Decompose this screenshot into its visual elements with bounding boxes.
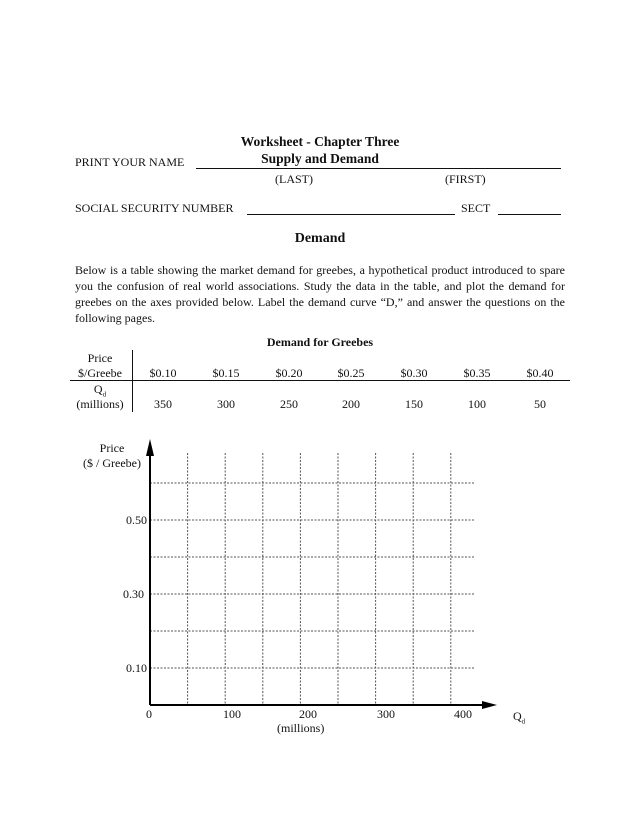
sect-label: SECT [461,201,491,215]
quantity-cell: 100 [468,397,486,411]
price-cell: $0.35 [463,366,491,380]
first-label: (FIRST) [445,172,486,186]
quantity-cell: 200 [342,397,360,411]
price-cell: $0.40 [526,366,554,380]
quantity-unit-label: (millions) [76,397,124,411]
quantity-cell: 150 [405,397,423,411]
quantity-cell: 350 [154,397,172,411]
y-tick-label: 0.10 [126,661,147,675]
x-axis-label: $Q_d$ [513,709,526,726]
y-tick-label: 0.30 [123,587,144,601]
quantity-cell: 250 [280,397,298,411]
table-caption: Demand for Greebes [266,335,374,349]
price-label: Price [87,351,113,365]
instructions-paragraph: Below is a table showing the market demand for greebes, a hypothetical product introduced to spare you the confusion of real world associations. Study the data in the table, and plot the demand for greebes on the axes provided below. Label the demand curve “D,” and answer the questions on the following pages. [75,263,565,325]
y-tick-label: 0.50 [126,513,147,527]
ssn-label: SOCIAL SECURITY NUMBER [75,201,234,215]
x-tick-label: 300 [377,707,395,721]
price-cell: $0.25 [337,366,365,380]
section-heading: Demand [294,231,346,246]
price-unit-label: $/Greebe [78,366,122,380]
x-tick-label: 100 [223,707,241,721]
y-axis-label: Price [99,441,125,455]
y-axis-unit-label: ($ / Greebe) [83,456,141,470]
x-tick-label: 0 [146,707,152,721]
x-tick-label: 200 [299,707,317,721]
quantity-label: $Q_d$ [93,382,107,399]
y-axis-arrow-icon [146,439,154,456]
x-tick-label: 400 [454,707,472,721]
price-cell: $0.15 [212,366,240,380]
x-axis-arrow-icon [482,701,497,709]
last-label: (LAST) [275,172,313,186]
worksheet-subtitle: Supply and Demand [261,151,379,166]
quantity-cell: 300 [217,397,235,411]
price-cell: $0.30 [400,366,428,380]
price-cell: $0.10 [149,366,177,380]
name-label: PRINT YOUR NAME [75,155,185,169]
x-axis-unit-label: (millions) [277,721,325,735]
quantity-cell: 50 [534,397,546,411]
worksheet-title: Worksheet - Chapter Three [240,134,400,149]
price-cell: $0.20 [275,366,303,380]
